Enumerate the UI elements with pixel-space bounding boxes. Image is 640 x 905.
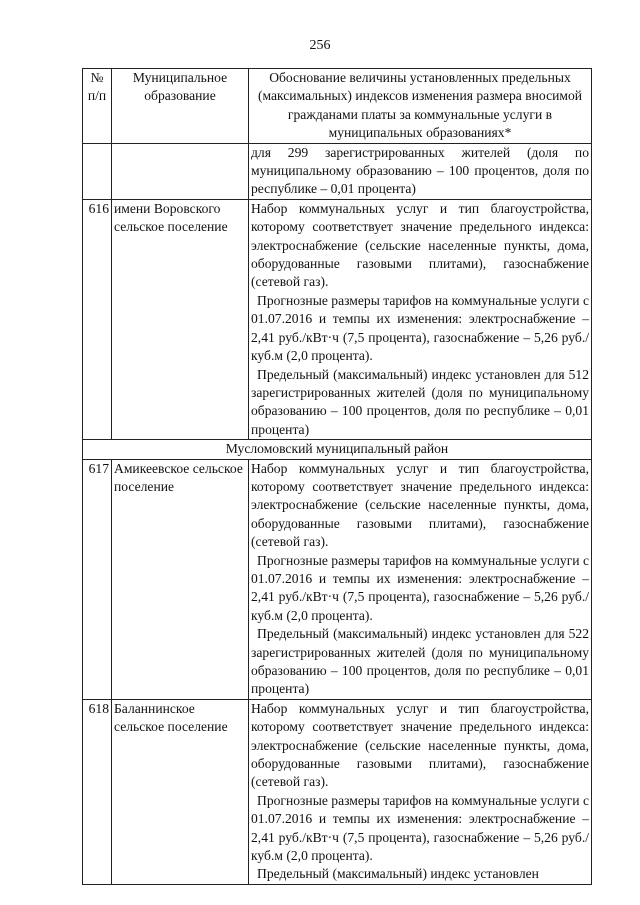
paragraph-index: Предельный (максимальный) индекс установлен для 512 зарегистрированных жителей (доля по муниципальному образованию – 100 процентов, доля по республике – 0,01 процента) (251, 366, 589, 437)
paragraph-tariffs: Прогнозные размеры тарифов на коммунальные услуги с 01.07.2016 и темпы их изменения: электроснабжение – 2,41 руб./кВт·ч (7,5 процента), газоснабжение – 5,26 руб./куб.м (2,0 процента). (251, 792, 589, 864)
paragraph-tariffs: Прогнозные размеры тарифов на коммунальные услуги с 01.07.2016 и темпы их изменения: электроснабжение – 2,41 руб./кВт·ч (7,5 процента), газоснабжение – 5,26 руб./куб.м (2,0 процента). (251, 292, 589, 364)
district-heading: Мусломовский муниципальный район (83, 440, 592, 459)
cell-num-empty (83, 143, 112, 199)
page-number: 256 (309, 38, 331, 53)
cell-municipality: Баланнинское сельское поселение (112, 699, 249, 884)
cell-num: 618 (83, 699, 112, 884)
paragraph-index: Предельный (максимальный) индекс установлен для 522 зарегистрированных жителей (доля по муниципальному образованию – 100 процентов, доля по республике – 0,01 процента) (251, 626, 589, 697)
table-row-618 (83, 699, 592, 884)
paragraph-tariffs: Прогнозные размеры тарифов на коммунальные услуги с 01.07.2016 и темпы их изменения: электроснабжение – 2,41 руб./кВт·ч (7,5 процента), газоснабжение – 5,26 руб./куб.м (2,0 процента). (251, 552, 589, 623)
table-header-row (83, 69, 592, 144)
table-row-617 (83, 459, 592, 699)
header-municipality: Муниципальное образование (112, 69, 249, 144)
district-row (83, 440, 592, 459)
cell-justification (249, 699, 592, 884)
cell-num: 617 (83, 459, 112, 699)
cell-municipality: Амикеевское сельское поселение (112, 459, 249, 699)
paragraph-services: Набор коммунальных услуг и тип благоустройства, которому соответствует значение предельного индекса: электроснабжение (сельские населенные пункты, дома, оборудованные газовыми плитами), газоснабжение (сетевой газ). (251, 200, 589, 290)
paragraph-services: Набор коммунальных услуг и тип благоустройства, которому соответствует значение предельного индекса: электроснабжение (сельские населенные пункты, дома, оборудованные газовыми плитами), газоснабжение (сетевой газ). (251, 460, 589, 550)
cell-justification (249, 459, 592, 699)
cell-num: 616 (83, 199, 112, 439)
table-row-616 (83, 199, 592, 439)
header-num: № п/п (83, 69, 112, 144)
paragraph-index: Предельный (максимальный) индекс установлен (257, 866, 539, 882)
table-row-continuation (83, 143, 592, 199)
cell-municipality: имени Воровского сельское поселение (112, 199, 249, 439)
tariff-index-table (82, 68, 592, 885)
header-justification: Обоснование величины установленных предельных (максимальных) индексов изменения размера вносимой гражданами платы за коммунальные услуги в муниципальных образованиях* (249, 69, 592, 144)
paragraph-services: Набор коммунальных услуг и тип благоустройства, которому соответствует значение предельного индекса: электроснабжение (сельские населенные пункты, дома, оборудованные газовыми плитами), газоснабжение (сетевой газ). (251, 700, 589, 790)
cell-municipality-empty (112, 143, 249, 199)
cell-justification (249, 199, 592, 439)
cell-continuation: для 299 зарегистрированных жителей (доля по муниципальному образованию – 100 процентов, доля по республике – 0,01 процента) (249, 143, 592, 199)
